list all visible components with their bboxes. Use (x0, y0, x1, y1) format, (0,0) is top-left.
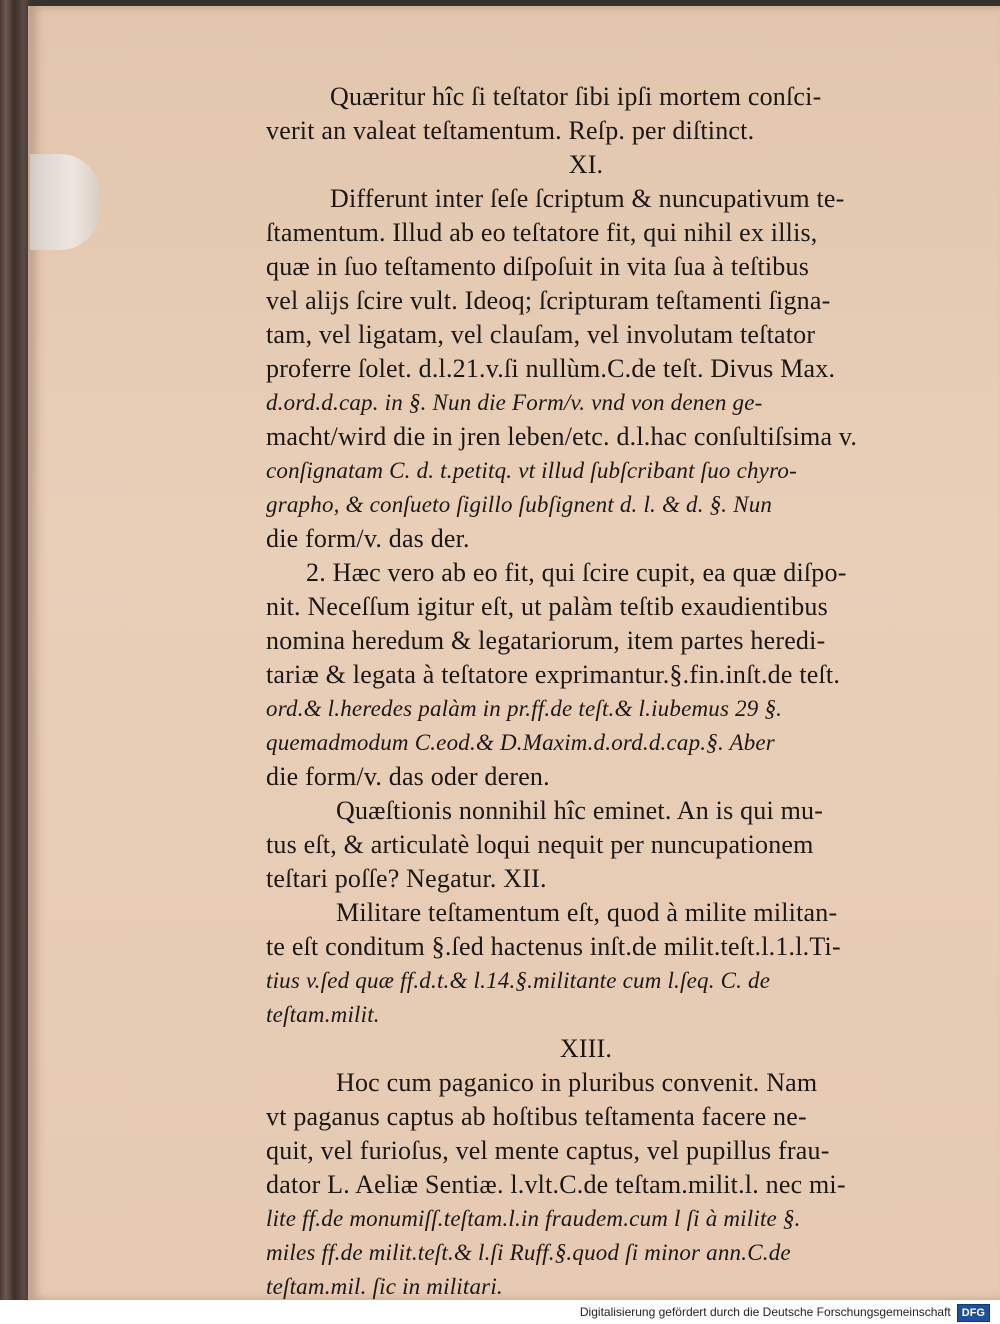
text-line: lite ff.de monumiſſ.teſtam.l.in fraudem.cum l ſi à milite §. (266, 1206, 801, 1231)
dfg-logo[interactable]: DFG (957, 1304, 990, 1322)
text-line: die form/v. das der. (266, 524, 470, 553)
text-line: ſtamentum. Illud ab eo teſtatore fit, qui nihil ex illis, (266, 218, 818, 247)
text-line: teſtam.mil. ſic in militari. (266, 1274, 503, 1299)
text-line: tariæ & legata à teſtatore exprimantur.§.fin.inſt.de teſt. (266, 660, 841, 689)
text-line: quæ in ſuo teſtamento diſpoſuit in vita ſua à teſtibus (266, 252, 810, 281)
page-text (266, 80, 906, 1304)
text-line: d.ord.d.cap. in §. Nun die Form/v. vnd von denen ge- (266, 390, 763, 415)
text-line: 2. Hæc vero ab eo fit, qui ſcire cupit, ea quæ diſpo- (306, 558, 847, 587)
text-line: Quæritur hîc ſi teſtator ſibi ipſi mortem conſci- (330, 82, 822, 111)
text-line: Hoc cum paganico in pluribus convenit. Nam (336, 1068, 818, 1097)
section-number: XIII. (559, 1034, 613, 1063)
digitization-footer (0, 1300, 1000, 1324)
text-line: grapho, & conſueto ſigillo ſubſignent d. l. & d. §. Nun (266, 492, 773, 517)
text-line: nit. Neceſſum igitur eſt, ut palàm teſtib exaudientibus (266, 592, 828, 621)
text-line: die form/v. das oder deren. (266, 762, 550, 791)
text-line: quit, vel furioſus, vel mente captus, vel pupillus frau- (266, 1136, 830, 1165)
text-line: te eſt conditum §.ſed hactenus inſt.de milit.teſt.l.1.l.Ti- (266, 932, 841, 961)
footer-text: Digitalisierung gefördert durch die Deutsche Forschungsgemeinschaft (579, 1305, 951, 1319)
text-line: vt paganus captus ab hoſtibus teſtamenta facere ne- (266, 1102, 807, 1131)
text-line: ord.& l.heredes palàm in pr.ff.de teſt.& l.iubemus 29 §. (266, 696, 783, 721)
page-clip (30, 154, 100, 250)
text-line: nomina heredum & legatariorum, item partes heredi- (266, 626, 826, 655)
text-line: teſtam.milit. (266, 1002, 380, 1027)
text-line: Quæſtionis nonnihil hîc eminet. An is qui mu- (336, 796, 824, 825)
text-line: Differunt inter ſeſe ſcriptum & nuncupativum te- (330, 184, 845, 213)
text-line: tus eſt, & articulatè loqui nequit per nuncupationem (266, 830, 814, 859)
text-line: quemadmodum C.eod.& D.Maxim.d.ord.d.cap.§. Aber (266, 730, 775, 755)
section-number: XI. (568, 150, 604, 179)
text-line: dator L. Aeliæ Sentiæ. l.vlt.C.de teſtam.milit.l. nec mi- (266, 1170, 846, 1199)
text-line: conſignatam C. d. t.petitq. vt illud ſubſcribant ſuo chyro- (266, 458, 797, 483)
text-line: miles ff.de milit.teſt.& l.ſi Ruff.§.quod ſi minor ann.C.de (266, 1240, 791, 1265)
text-line: teſtari poſſe? Negatur. XII. (266, 864, 547, 893)
text-line: vel alijs ſcire vult. Ideoq; ſcripturam teſtamenti ſigna- (266, 286, 831, 315)
text-line: proferre ſolet. d.l.21.v.ſi nullùm.C.de teſt. Divus Max. (266, 354, 836, 383)
text-line: macht/wird die in jren leben/etc. d.l.hac conſultiſsima v. (266, 422, 858, 451)
text-line: tam, vel ligatam, vel clauſam, vel involutam teſtator (266, 320, 816, 349)
text-line: tius v.ſed quæ ff.d.t.& l.14.§.militante cum l.ſeq. C. de (266, 968, 771, 993)
text-line: Militare teſtamentum eſt, quod à milite militan- (336, 898, 838, 927)
text-line: verit an valeat teſtamentum. Reſp. per diſtinct. (266, 116, 755, 145)
